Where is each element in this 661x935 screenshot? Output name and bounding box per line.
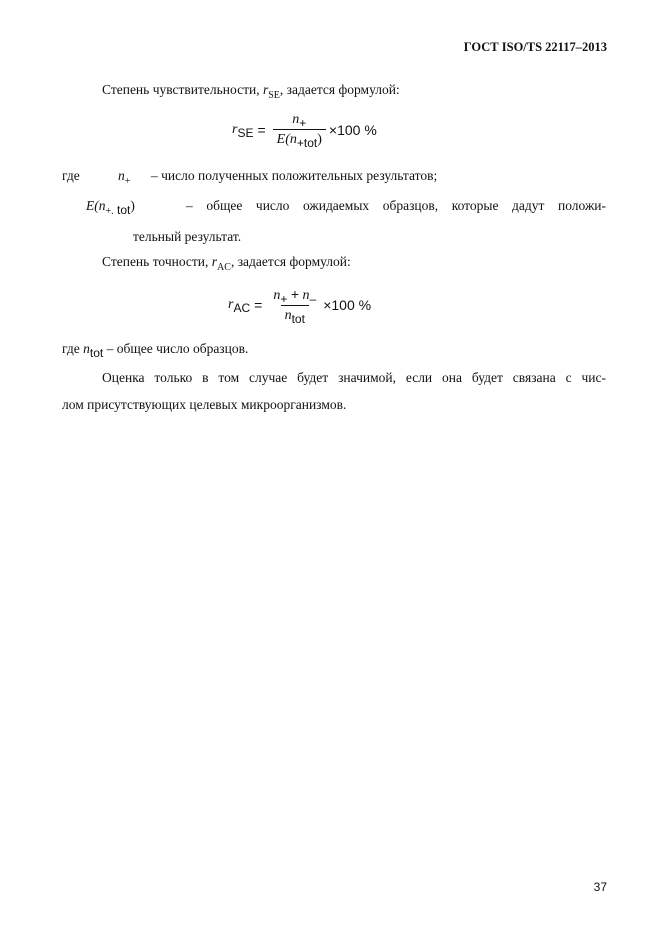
document-header: ГОСТ ISO/TS 22117–2013 xyxy=(463,40,607,54)
sensitivity-symbol-sub: SE xyxy=(268,90,280,101)
accuracy-formula xyxy=(228,286,371,324)
formula2-lhs-var: r xyxy=(228,297,234,312)
formula1-num-var: n xyxy=(292,112,300,127)
formula1-lhs-sub: SE xyxy=(237,126,254,140)
significance-line1: Оценка только в том случае будет значимой, если она будет связана с чис- xyxy=(102,370,606,385)
accuracy-symbol: r xyxy=(211,254,218,269)
where1-symbol-sub: + xyxy=(124,176,131,187)
formula1-num-sub: + xyxy=(299,116,307,130)
formula2-denominator xyxy=(281,305,309,324)
where2-symbol-sub2: tot xyxy=(117,203,131,217)
formula1-fraction xyxy=(273,112,326,148)
formula2-num-plus: + xyxy=(290,286,300,302)
formula2-num-a-sub: + xyxy=(280,292,288,306)
formula2-multiplier: ×100 % xyxy=(323,297,372,313)
formula1-lhs-var: r xyxy=(232,122,238,137)
page-number: 37 xyxy=(593,880,607,894)
accuracy-intro xyxy=(102,254,351,273)
formula2-eq: = xyxy=(254,297,263,313)
formula1-eq: = xyxy=(257,122,266,138)
accuracy-symbol-sub: AC xyxy=(217,262,231,273)
sensitivity-symbol: r xyxy=(262,82,269,97)
sensitivity-intro-suffix: , задается формулой: xyxy=(279,82,400,97)
formula2-den-var: n xyxy=(284,308,292,323)
where2-symbol-sub: +. xyxy=(105,206,114,217)
where3-symbol-sub: tot xyxy=(89,346,104,360)
where1-label: где xyxy=(62,168,80,183)
where2-continuation: тельный результат. xyxy=(133,229,242,244)
formula1-den-sub: +tot xyxy=(296,136,318,150)
formula1-den-var: n xyxy=(289,132,297,147)
formula1-numerator xyxy=(288,112,310,129)
formula2-numerator xyxy=(269,286,320,305)
formula2-den-sub: tot xyxy=(291,312,305,326)
where3-label: где xyxy=(62,341,84,356)
accuracy-intro-suffix: , задается формулой: xyxy=(230,254,351,269)
formula1-den-pre: E( xyxy=(276,132,290,147)
sensitivity-intro-prefix: Степень чувствительности, xyxy=(102,82,263,97)
significance-line2: лом присутствующих целевых микроорганизмов. xyxy=(62,397,347,412)
formula2-fraction xyxy=(269,286,320,324)
formula1-den-post: ) xyxy=(317,132,322,147)
where3-line xyxy=(62,341,249,360)
where1-symbol-var: n xyxy=(118,168,125,183)
formula2-num-a: n xyxy=(273,288,281,303)
where3-text: – общее число образцов. xyxy=(103,341,249,356)
formula2-num-b: n xyxy=(302,288,310,303)
formula2-num-b-sub: – xyxy=(309,292,317,306)
where1-text: – число полученных положительных результатов; xyxy=(151,168,438,183)
formula1-multiplier: ×100 % xyxy=(328,122,377,138)
accuracy-intro-prefix: Степень точности, xyxy=(102,254,212,269)
sensitivity-intro xyxy=(102,82,400,101)
sensitivity-formula xyxy=(232,112,377,148)
formula1-denominator xyxy=(273,129,326,148)
where1-symbol xyxy=(118,168,131,187)
where2-text: – общее число ожидаемых образцов, которые дадут положи- xyxy=(186,198,606,213)
where3-symbol: n xyxy=(83,341,90,356)
formula2-lhs-sub: AC xyxy=(233,301,251,315)
where2-symbol-pre: E(n xyxy=(86,198,106,213)
where2-symbol-post: ) xyxy=(130,198,135,213)
where2-symbol xyxy=(86,198,135,217)
